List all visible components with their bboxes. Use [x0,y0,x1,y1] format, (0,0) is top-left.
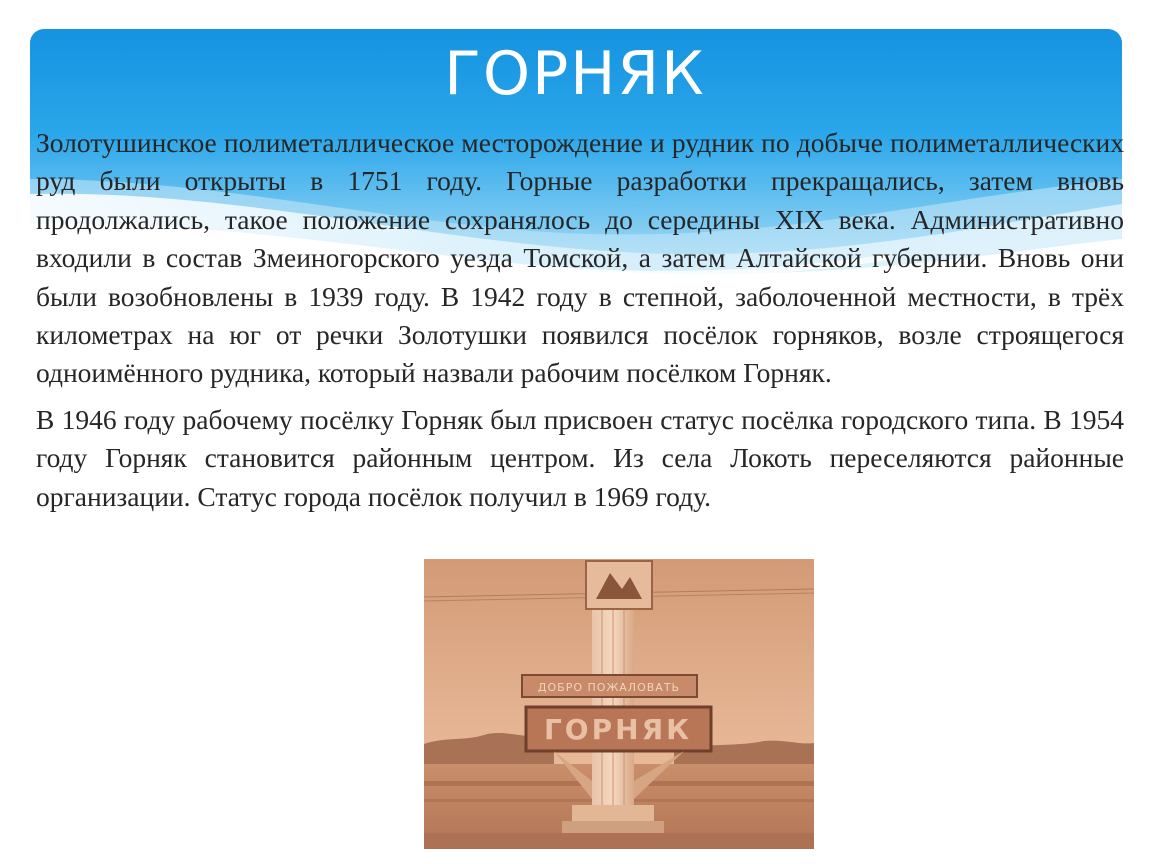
paragraph-status: В 1946 году рабочему посёлку Горняк был присвоен статус посёлка городского типа. В 1954 году Горняк становится районным центром. Из села Локоть переселяются районные организации. Статус города посёлок получил в 1969 году. [36,403,1124,512]
sign-top-text: ДОБРО ПОЖАЛОВАТЬ [537,681,681,694]
paragraph-history: Золотушинское полиметаллическое месторождение и рудник по добыче полиметаллических руд были открыты в 1751 году. Горные разработки прекращались, затем вновь продолжались, такое положение сохранялось до середины XIX века. Административно входили в состав Змеиногорского уезда Томской, а затем Алтайской губернии. Вновь они были возобновлены в 1939 году. В 1942 году в степной, заболоченной местности, в трёх километрах на юг от речки Золотушки появился посёлок горняков, возле строящегося одноимённого рудника, который назвали рабочим посёлком Горняк. [36,127,1124,389]
photo-illustration [424,559,814,849]
slide-title: ГОРНЯК [444,39,706,109]
welcome-sign-photo [424,559,814,849]
body-text [36,124,1124,516]
sign-name-text: ГОРНЯК [543,713,693,746]
